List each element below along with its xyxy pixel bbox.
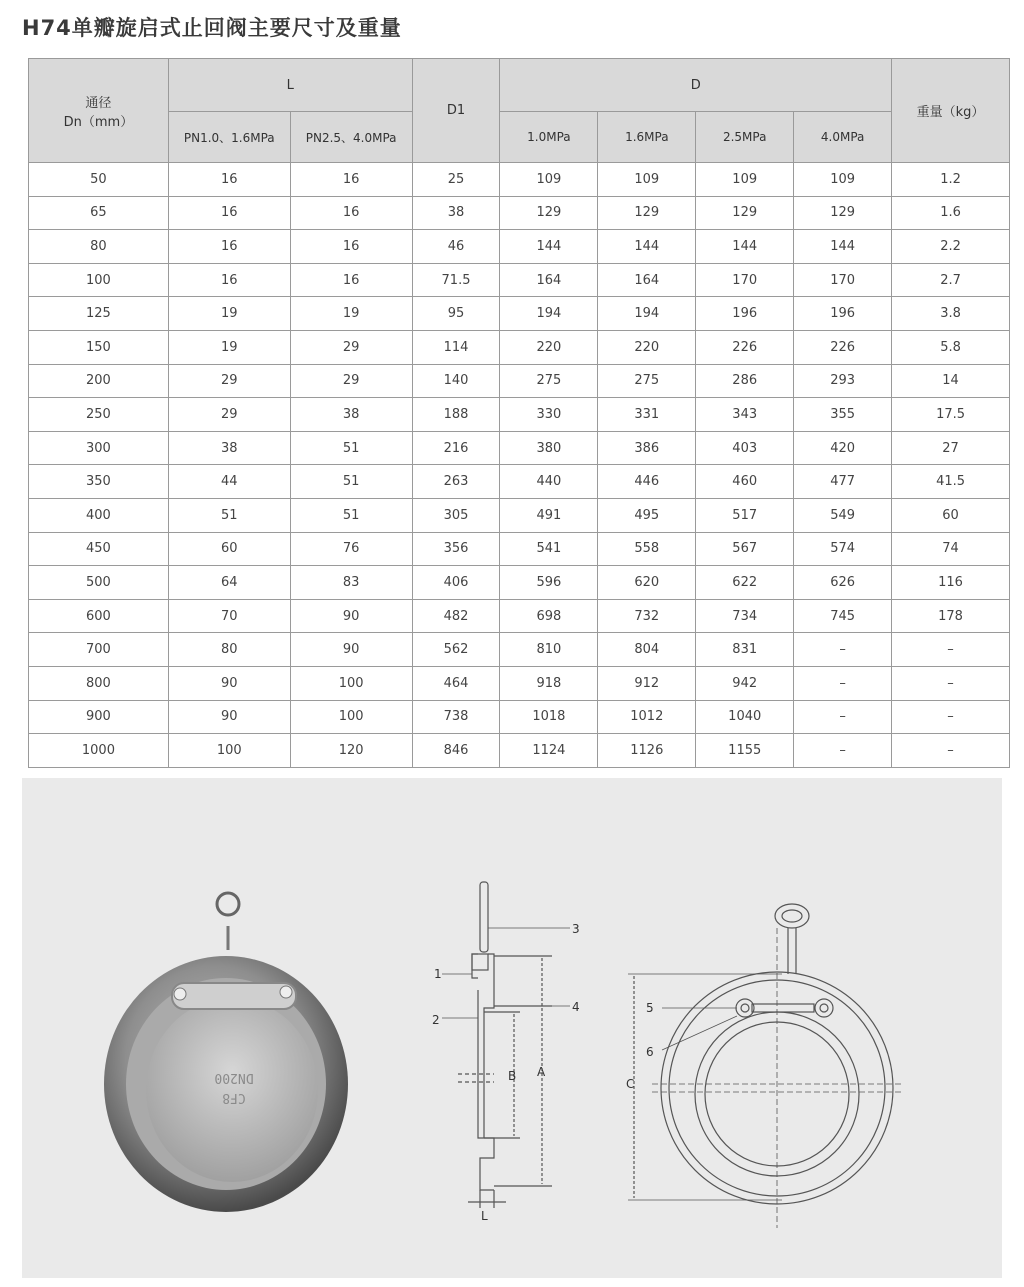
table-cell: 14 <box>892 364 1010 398</box>
table-cell: 350 <box>29 465 169 499</box>
header-d-4-0: 4.0MPa <box>794 112 892 163</box>
table-cell: 1126 <box>598 734 696 768</box>
table-cell: 170 <box>696 263 794 297</box>
stamp-dn200: DN200 <box>214 1070 254 1085</box>
label-5: 5 <box>646 1001 654 1015</box>
table-cell: 125 <box>29 297 169 331</box>
header-l: L <box>168 59 412 112</box>
table-cell: 626 <box>794 566 892 600</box>
header-dn <box>29 59 169 163</box>
table-cell: 196 <box>794 297 892 331</box>
table-cell: 1.2 <box>892 163 1010 197</box>
table-row <box>29 297 1010 331</box>
table-row <box>29 465 1010 499</box>
table-cell: – <box>794 633 892 667</box>
table-cell: 29 <box>290 330 412 364</box>
label-3: 3 <box>572 922 580 936</box>
table-cell: 275 <box>500 364 598 398</box>
table-cell: 810 <box>500 633 598 667</box>
table-cell: 51 <box>290 498 412 532</box>
table-cell: 275 <box>598 364 696 398</box>
table-cell: 2.7 <box>892 263 1010 297</box>
label-b: B <box>508 1069 517 1083</box>
valve-disc <box>146 998 318 1182</box>
table-cell: 355 <box>794 398 892 432</box>
table-cell: 46 <box>412 230 500 264</box>
table-cell: 216 <box>412 431 500 465</box>
label-1: 1 <box>434 967 442 981</box>
header-d: D <box>500 59 892 112</box>
label-a: A <box>537 1065 546 1079</box>
header-weight: 重量（kg） <box>892 59 1010 163</box>
table-cell: 403 <box>696 431 794 465</box>
table-cell: 446 <box>598 465 696 499</box>
table-cell: 129 <box>794 196 892 230</box>
label-2: 2 <box>432 1013 440 1027</box>
table-cell: 80 <box>168 633 290 667</box>
table-cell: 16 <box>168 230 290 264</box>
table-cell: 263 <box>412 465 500 499</box>
table-cell: 226 <box>696 330 794 364</box>
table-cell: 109 <box>794 163 892 197</box>
table-cell: 1018 <box>500 700 598 734</box>
header-d-2-5: 2.5MPa <box>696 112 794 163</box>
table-cell: 44 <box>168 465 290 499</box>
table-cell: 114 <box>412 330 500 364</box>
table-cell: 74 <box>892 532 1010 566</box>
header-dn-label: 通径 <box>85 95 112 111</box>
table-cell: 51 <box>290 431 412 465</box>
table-cell: 900 <box>29 700 169 734</box>
table-cell: 109 <box>500 163 598 197</box>
table-cell: 698 <box>500 599 598 633</box>
label-l: L <box>481 1209 488 1223</box>
table-cell: 164 <box>598 263 696 297</box>
table-cell: 420 <box>794 431 892 465</box>
table-cell: 16 <box>168 196 290 230</box>
header-d1: D1 <box>412 59 500 163</box>
table-cell: 19 <box>290 297 412 331</box>
table-row <box>29 230 1010 264</box>
table-cell: 732 <box>598 599 696 633</box>
table-row <box>29 498 1010 532</box>
table-row <box>29 633 1010 667</box>
table-cell: 918 <box>500 666 598 700</box>
label-c: C <box>626 1077 635 1091</box>
table-row <box>29 163 1010 197</box>
table-row <box>29 431 1010 465</box>
table-cell: 406 <box>412 566 500 600</box>
table-cell: 27 <box>892 431 1010 465</box>
table-cell: 549 <box>794 498 892 532</box>
table-cell: 1155 <box>696 734 794 768</box>
table-cell: 29 <box>290 364 412 398</box>
table-cell: 500 <box>29 566 169 600</box>
table-cell: 129 <box>500 196 598 230</box>
table-cell: 129 <box>598 196 696 230</box>
table-cell: 200 <box>29 364 169 398</box>
table-cell: – <box>892 700 1010 734</box>
table-cell: 600 <box>29 599 169 633</box>
table-cell: 1000 <box>29 734 169 768</box>
table-cell: 1.6 <box>892 196 1010 230</box>
table-row <box>29 566 1010 600</box>
table-cell: 90 <box>168 700 290 734</box>
table-cell: 16 <box>168 163 290 197</box>
header-d-1-0: 1.0MPa <box>500 112 598 163</box>
table-cell: 140 <box>412 364 500 398</box>
table-cell: 620 <box>598 566 696 600</box>
table-cell: 491 <box>500 498 598 532</box>
table-cell: 144 <box>598 230 696 264</box>
table-row <box>29 364 1010 398</box>
table-cell: – <box>794 734 892 768</box>
table-cell: – <box>794 666 892 700</box>
table-cell: 170 <box>794 263 892 297</box>
table-cell: 178 <box>892 599 1010 633</box>
table-cell: 71.5 <box>412 263 500 297</box>
table-cell: 622 <box>696 566 794 600</box>
table-cell: 16 <box>290 196 412 230</box>
table-cell: 29 <box>168 364 290 398</box>
table-row <box>29 599 1010 633</box>
table-cell: 116 <box>892 566 1010 600</box>
table-cell: 188 <box>412 398 500 432</box>
table-cell: 194 <box>598 297 696 331</box>
table-cell: 60 <box>168 532 290 566</box>
table-cell: 286 <box>696 364 794 398</box>
table-cell: 558 <box>598 532 696 566</box>
table-cell: 400 <box>29 498 169 532</box>
table-cell: 83 <box>290 566 412 600</box>
table-cell: 41.5 <box>892 465 1010 499</box>
table-cell: 3.8 <box>892 297 1010 331</box>
table-cell: 831 <box>696 633 794 667</box>
table-cell: 64 <box>168 566 290 600</box>
table-cell: 464 <box>412 666 500 700</box>
table-row <box>29 330 1010 364</box>
table-cell: 804 <box>598 633 696 667</box>
table-cell: 517 <box>696 498 794 532</box>
table-cell: 250 <box>29 398 169 432</box>
table-cell: 51 <box>290 465 412 499</box>
table-cell: 293 <box>794 364 892 398</box>
table-cell: 800 <box>29 666 169 700</box>
table-cell: 942 <box>696 666 794 700</box>
table-cell: 29 <box>168 398 290 432</box>
stamp-cf8: CF8 <box>222 1090 246 1105</box>
table-cell: 164 <box>500 263 598 297</box>
table-cell: 356 <box>412 532 500 566</box>
table-cell: 16 <box>290 230 412 264</box>
table-cell: 16 <box>290 163 412 197</box>
table-row <box>29 196 1010 230</box>
table-cell: 300 <box>29 431 169 465</box>
table-cell: 90 <box>290 633 412 667</box>
table-row <box>29 734 1010 768</box>
lifting-ring-icon <box>217 893 239 915</box>
front-view-labels <box>626 1001 654 1091</box>
table-cell: 330 <box>500 398 598 432</box>
table-cell: 495 <box>598 498 696 532</box>
header-d-1-6: 1.6MPa <box>598 112 696 163</box>
front-view-drawing <box>628 904 902 1228</box>
valve-drawing-panel <box>22 778 1002 1278</box>
table-cell: 70 <box>168 599 290 633</box>
table-cell: 196 <box>696 297 794 331</box>
table-cell: – <box>794 700 892 734</box>
table-cell: 16 <box>290 263 412 297</box>
table-cell: 331 <box>598 398 696 432</box>
table-cell: 734 <box>696 599 794 633</box>
table-cell: 220 <box>598 330 696 364</box>
table-cell: 120 <box>290 734 412 768</box>
side-view-drawing <box>442 882 570 1208</box>
table-cell: 2.2 <box>892 230 1010 264</box>
table-body <box>29 163 1010 768</box>
table-cell: 562 <box>412 633 500 667</box>
table-cell: 51 <box>168 498 290 532</box>
table-cell: 541 <box>500 532 598 566</box>
table-cell: 700 <box>29 633 169 667</box>
table-cell: 25 <box>412 163 500 197</box>
table-cell: 596 <box>500 566 598 600</box>
table-cell: 912 <box>598 666 696 700</box>
table-cell: 194 <box>500 297 598 331</box>
table-cell: 220 <box>500 330 598 364</box>
table-cell: 1040 <box>696 700 794 734</box>
table-cell: 90 <box>168 666 290 700</box>
table-cell: 150 <box>29 330 169 364</box>
table-cell: 450 <box>29 532 169 566</box>
table-cell: 460 <box>696 465 794 499</box>
table-cell: 80 <box>29 230 169 264</box>
table-cell: 19 <box>168 297 290 331</box>
table-cell: 129 <box>696 196 794 230</box>
table-cell: 100 <box>29 263 169 297</box>
table-cell: 343 <box>696 398 794 432</box>
table-cell: 846 <box>412 734 500 768</box>
table-cell: 144 <box>696 230 794 264</box>
table-cell: 38 <box>290 398 412 432</box>
table-cell: 76 <box>290 532 412 566</box>
dimension-weight-table <box>28 58 1010 768</box>
table-cell: 1012 <box>598 700 696 734</box>
table-cell: 144 <box>794 230 892 264</box>
valve-drawings <box>22 778 1002 1278</box>
table-cell: 567 <box>696 532 794 566</box>
header-l-high: PN2.5、4.0MPa <box>290 112 412 163</box>
table-cell: 109 <box>696 163 794 197</box>
table-row <box>29 666 1010 700</box>
page-title: H74单瓣旋启式止回阀主要尺寸及重量 <box>22 16 402 40</box>
table-cell: 745 <box>794 599 892 633</box>
table-cell: 65 <box>29 196 169 230</box>
header-dn-unit: Dn（mm） <box>63 114 134 130</box>
table-cell: 100 <box>290 700 412 734</box>
label-4: 4 <box>572 1000 580 1014</box>
table-row <box>29 398 1010 432</box>
table-cell: 574 <box>794 532 892 566</box>
side-view-labels <box>432 922 580 1223</box>
table-cell: 100 <box>168 734 290 768</box>
table-cell: – <box>892 666 1010 700</box>
table-cell: 226 <box>794 330 892 364</box>
table-cell: 477 <box>794 465 892 499</box>
table-cell: 482 <box>412 599 500 633</box>
table-cell: 440 <box>500 465 598 499</box>
table-row <box>29 700 1010 734</box>
table-cell: 144 <box>500 230 598 264</box>
table-cell: 305 <box>412 498 500 532</box>
table-cell: 17.5 <box>892 398 1010 432</box>
table-cell: 19 <box>168 330 290 364</box>
table-cell: 1124 <box>500 734 598 768</box>
header-l-low: PN1.0、1.6MPa <box>168 112 290 163</box>
table-cell: 60 <box>892 498 1010 532</box>
label-6: 6 <box>646 1045 654 1059</box>
table-cell: 738 <box>412 700 500 734</box>
table-cell: – <box>892 734 1010 768</box>
table-cell: 38 <box>412 196 500 230</box>
valve-photo <box>104 893 348 1212</box>
table-cell: – <box>892 633 1010 667</box>
table-row <box>29 532 1010 566</box>
table-cell: 5.8 <box>892 330 1010 364</box>
table-cell: 95 <box>412 297 500 331</box>
table-cell: 100 <box>290 666 412 700</box>
table-row <box>29 263 1010 297</box>
table-cell: 386 <box>598 431 696 465</box>
table-cell: 16 <box>168 263 290 297</box>
table-cell: 90 <box>290 599 412 633</box>
table-cell: 109 <box>598 163 696 197</box>
table-cell: 380 <box>500 431 598 465</box>
table-cell: 38 <box>168 431 290 465</box>
table-cell: 50 <box>29 163 169 197</box>
